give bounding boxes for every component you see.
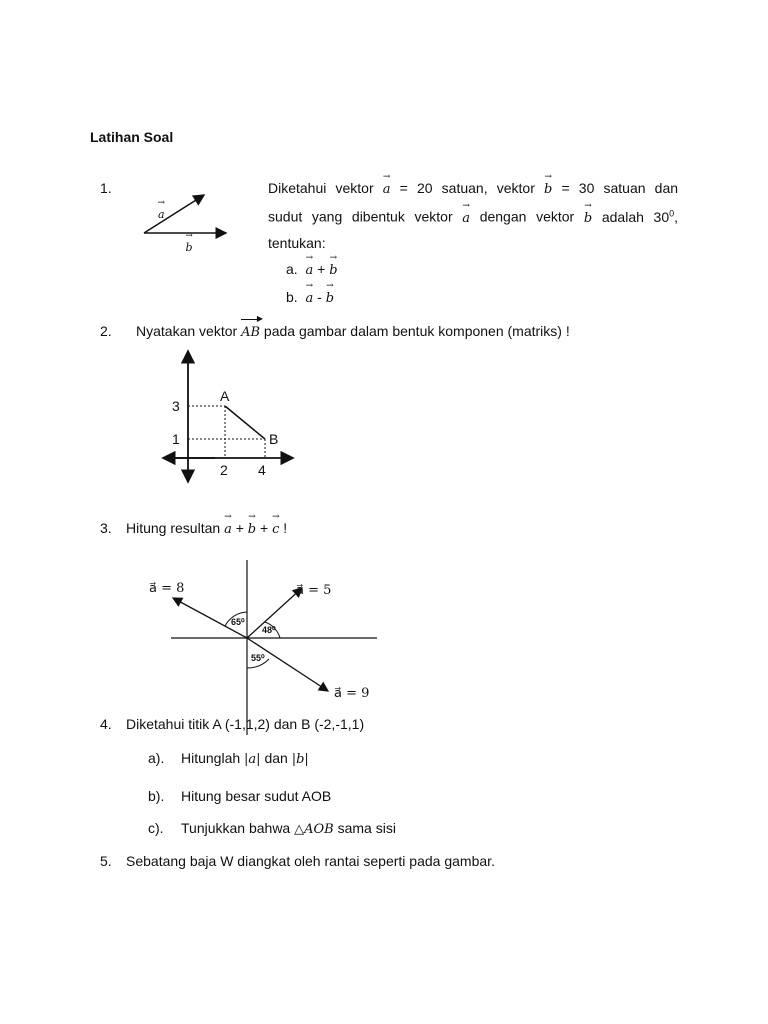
q3-angle-55: 55⁰ [251,653,265,663]
q1-comma: , [674,208,679,225]
q1-option-b-label: b. [286,289,298,305]
q4-c-text [181,820,396,837]
q2-segment-ab [225,406,265,439]
q1-line2-vec-a: a → [462,211,470,226]
q3-plus-1: + [235,520,244,536]
q4-b-text: Hitung besar sudut AOB [181,788,332,804]
q2-tick-y3: 3 [172,398,180,414]
q1-number: 1. [100,180,112,196]
q1-vec-a: a → [383,182,391,197]
q1-line2-vec-b: b → [584,211,592,226]
q1-option-a [286,261,338,278]
q3-angle-48: 48⁰ [262,625,276,635]
q2-number: 2. [100,323,112,339]
q3-number: 3. [100,520,112,536]
q2-label-a: A [220,388,230,404]
q3-vec-c: c → [272,522,279,537]
q1-option-b-vec-a: a → [305,291,313,306]
q4-a-label: a). [148,750,165,766]
q1-line2-pre: sudut yang dibentuk vektor [268,208,453,225]
q1-degree-superscript: 0 [669,208,675,218]
q2-coordinate-figure [155,345,305,485]
q3-angle-65: 65⁰ [231,617,245,627]
q3-pre: Hitung resultan [126,520,221,536]
q3-plus-2: + [260,520,269,536]
q1-option-b-minus: - [317,289,322,305]
q1-option-b [286,289,334,306]
q1-vec-b: b → [544,182,552,197]
q3-label-v9: a⃗ = 9 [334,686,370,701]
q4-abs-b: |b| [291,752,309,767]
q3-vec-b: b → [248,522,256,537]
q2-tick-x2: 2 [220,462,228,478]
q3-post: ! [283,520,288,536]
q4-a-pre: Hitunglah [181,750,241,766]
q2-text [136,314,570,340]
q3-vec-a: a → [224,522,232,537]
q4-a-mid: dan [264,750,288,766]
page-title: Latihan Soal [90,129,174,145]
q5-number: 5. [100,853,112,869]
q4-b-label: b). [148,788,165,804]
q1-vector-a-arrow [144,195,204,233]
q4-abs-a: |a| [244,752,261,767]
q2-label-b: B [269,431,279,447]
q3-text [126,520,287,537]
q1-line2-post: adalah 30 [601,208,670,225]
q1-option-a-vec-a: a → [305,263,313,278]
q2-pre: Nyatakan vektor [136,323,238,339]
q1-line2 [268,208,678,226]
q4-c-pre: Tunjukkan bahwa [181,820,291,836]
q1-line1-pre: Diketahui vektor [268,180,374,196]
q3-vector-9 [247,638,328,691]
q2-tick-x4: 4 [258,462,266,478]
q4-c-label: c). [148,820,164,836]
q4-text: Diketahui titik A (-1,1,2) dan B (-2,-1,1) [126,716,365,732]
q4-triangle-aob: △AOB [294,822,334,837]
q2-post: pada gambar dalam bentuk komponen (matriks) ! [263,323,570,339]
q1-line3: tentukan: [268,235,326,251]
q1-option-a-label: a. [286,261,298,277]
q4-number: 4. [100,716,112,732]
q1-option-a-plus: + [317,261,326,277]
q1-option-a-vec-b: b → [329,263,337,278]
q1-eq-b: = 30 satuan dan [561,180,679,196]
q1-fig-label-a: a → [158,208,165,221]
q2-vec-ab: ▶ AB [241,314,264,340]
q1-eq-a: = 20 satuan, vektor [399,180,535,196]
q1-option-b-vec-b: b → [326,291,334,306]
q1-line1 [268,180,678,197]
q5-text: Sebatang baja W diangkat oleh rantai seperti pada gambar. [126,853,495,869]
q1-line2-mid: dengan vektor [479,208,575,225]
q3-vector-figure [165,560,385,740]
q4-c-post: sama sisi [337,820,396,836]
q3-label-v5: a⃗ = 5 [296,583,332,598]
q4-a-text [181,750,309,767]
q1-fig-label-b: b → [185,241,192,254]
q3-label-v8: a⃗ = 8 [149,581,185,596]
q2-ab-text: AB [241,325,261,340]
q2-tick-y1: 1 [172,431,180,447]
